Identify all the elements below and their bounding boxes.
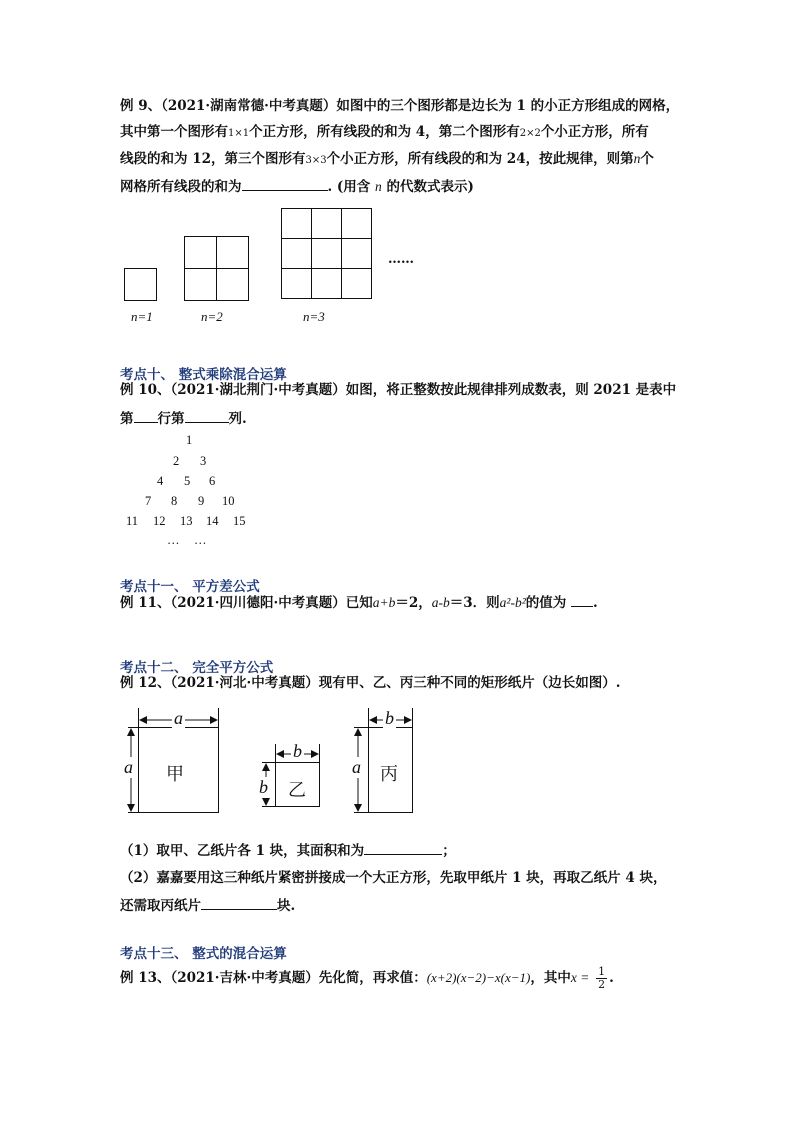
ex10-line2: 第 行第 列. — [120, 408, 247, 429]
tri-num: 15 — [233, 514, 246, 528]
label-jia: 甲 — [166, 764, 184, 785]
answer-blank[interactable] — [364, 840, 442, 855]
tri-num: 5 — [184, 474, 191, 488]
answer-blank[interactable] — [201, 895, 277, 910]
tri-num: 9 — [198, 494, 205, 508]
label-a-side-jia: a — [124, 757, 133, 777]
label-b-top-bing: b — [385, 708, 394, 728]
tri-num: 3 — [200, 454, 207, 468]
ex12-q2: （2）嘉嘉要用这三种纸片紧密拼接成一个大正方形，先取甲纸片 1 块，再取乙纸片 4 块， — [120, 870, 667, 886]
ellipsis: …… — [388, 252, 414, 267]
section-title-13: 考点十三、 整式的混合运算 — [120, 946, 287, 962]
label-yi: 乙 — [288, 780, 306, 801]
label-n1: n=1 — [131, 309, 153, 324]
ex9-line4: 网格所有线段的和为 . (用含 n 的代数式表示) — [120, 176, 474, 197]
col-blank[interactable] — [185, 408, 229, 423]
label-n2: n=2 — [201, 309, 223, 324]
ex13-line1: 例 13、（2021·吉林·中考真题）先化简，再求值：(x+2)(x−2)−x(x−1)，其中x = $\frac{1}{2}$ . — [120, 965, 614, 991]
label-b-top-yi: b — [293, 741, 302, 761]
tri-num: 7 — [145, 494, 152, 508]
label-a-top-jia: a — [174, 708, 183, 728]
tri-num: … — [194, 533, 207, 547]
fraction: $\frac{1}{2}$ — [598, 965, 606, 991]
grid-n1 — [125, 269, 157, 301]
tri-num: 6 — [209, 474, 216, 488]
tri-num: 1 — [186, 433, 193, 447]
row-blank[interactable] — [134, 408, 158, 423]
tri-num: 2 — [173, 454, 180, 468]
ex9-line3: 线段的和为 12，第三个图形有3×3个小正方形，所有线段的和为 24，按此规律，则第n个 — [120, 151, 654, 167]
ex9-line1: 例 9、（2021·湖南常德·中考真题）如图中的三个图形都是边长为 1 的小正方形组成的网格， — [120, 98, 680, 114]
ex9-line2: 其中第一个图形有1×1个正方形，所有线段的和为 4，第二个图形有2×2个小正方形，所有 — [120, 124, 649, 140]
section-title-11: 考点十一、 平方差公式 — [120, 579, 260, 595]
tri-num: 4 — [157, 474, 164, 488]
tri-num: 11 — [126, 514, 139, 528]
label-n3: n=3 — [303, 309, 325, 324]
ex10-line1: 例 10、（2021·湖北荆门·中考真题）如图，将正整数按此规律排列成数表，则 2021 是表中 — [120, 382, 677, 398]
label-b-side-yi: b — [259, 777, 268, 797]
tri-num: 13 — [180, 514, 193, 528]
tri-num: 8 — [171, 494, 178, 508]
answer-blank[interactable] — [242, 176, 328, 191]
tri-num: … — [167, 533, 180, 547]
ex12-q3: 还需取丙纸片 块. — [120, 895, 295, 916]
ex12-q1: （1）取甲、乙纸片各 1 块，其面积和为 ； — [120, 840, 456, 861]
grid-figures — [120, 205, 420, 305]
section-title-12: 考点十二、 完全平方公式 — [120, 660, 274, 676]
tri-num: 14 — [206, 514, 219, 528]
label-bing: 丙 — [380, 764, 398, 785]
tri-num: 10 — [222, 494, 235, 508]
ex12-line1: 例 12、（2021·河北·中考真题）现有甲、乙、丙三种不同的矩形纸片（边长如图）. — [120, 675, 621, 691]
grid-n3 — [282, 209, 372, 299]
section-title-10: 考点十、 整式乘除混合运算 — [120, 367, 287, 383]
tri-num: 12 — [153, 514, 166, 528]
ex11-line1: 例 11、（2021·四川德阳·中考真题）已知a+b＝2，a-b＝3．则a²-b²的值为 . — [120, 592, 598, 613]
answer-blank[interactable] — [571, 592, 593, 607]
label-a-side-bing: a — [352, 757, 361, 777]
